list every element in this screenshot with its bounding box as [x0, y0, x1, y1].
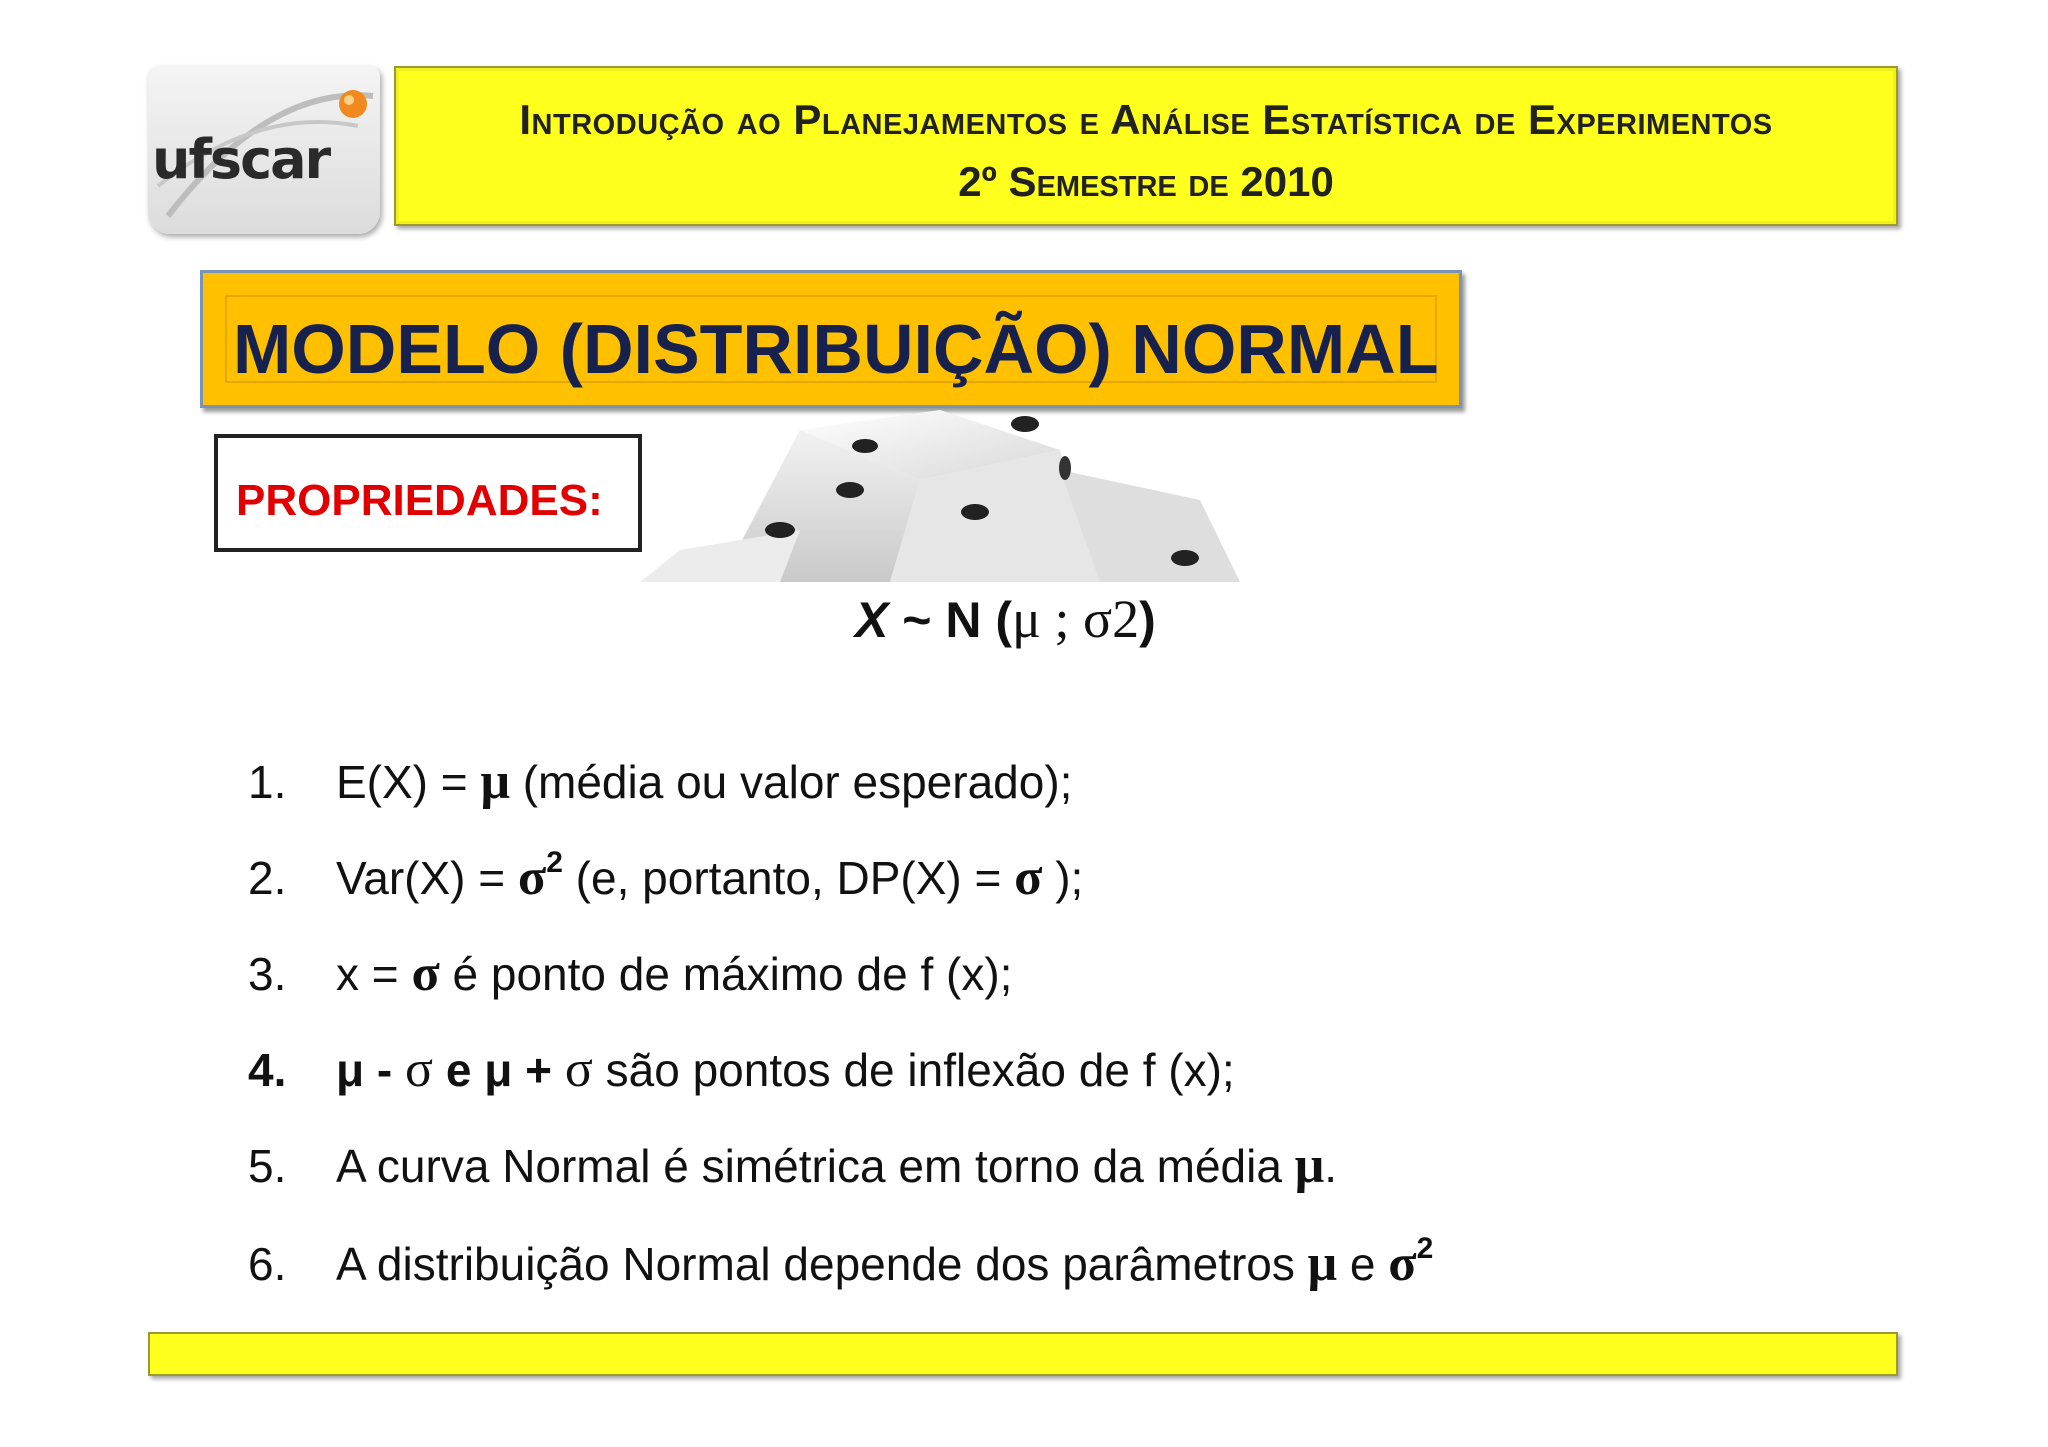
- property-item-1: [248, 752, 1072, 811]
- property-item-2: [248, 848, 1083, 907]
- mu-symbol: μ: [480, 753, 510, 810]
- item-text: );: [1042, 852, 1084, 904]
- properties-label-box: [214, 434, 642, 552]
- item-text: são pontos de inflexão de f (x);: [592, 1044, 1235, 1096]
- slide-title: MODELO (DISTRIBUIÇÃO) NORMAL: [233, 310, 1439, 388]
- item-text: (e, portanto, DP(X) =: [562, 852, 1015, 904]
- property-item-4: [248, 1040, 1235, 1099]
- ufscar-logo: [148, 66, 380, 234]
- formula-mu: μ: [1012, 589, 1041, 649]
- course-header: [394, 66, 1898, 226]
- exponent: 2: [1416, 1232, 1434, 1265]
- item-text: (média ou valor esperado);: [509, 756, 1073, 808]
- item-text: .: [1324, 1140, 1337, 1192]
- footer-bar: [148, 1332, 1898, 1376]
- property-item-3: [248, 944, 1012, 1003]
- item-text: x =: [336, 948, 412, 1000]
- mu-symbol: μ: [1294, 1137, 1325, 1194]
- item-text: e: [433, 1044, 485, 1096]
- normal-notation: [855, 588, 1156, 650]
- mu-symbol: μ: [1307, 1235, 1338, 1292]
- item-number: 5.: [248, 1140, 287, 1192]
- item-number: 4.: [248, 1044, 287, 1096]
- logo-text: ufscar: [152, 128, 330, 191]
- course-title: Introdução ao Planejamentos e Análise Estatística de Experimentos: [519, 96, 1773, 143]
- sigma-symbol: σ: [411, 945, 440, 1002]
- sigma-symbol: σ: [517, 849, 547, 906]
- item-text: μ -: [336, 1044, 406, 1096]
- item-text: +: [512, 1044, 565, 1096]
- sigma-symbol: σ: [1014, 849, 1043, 906]
- item-text: A distribuição Normal depende dos parâmetros: [336, 1238, 1308, 1290]
- item-number: 1.: [248, 756, 287, 808]
- property-item-6: [248, 1234, 1433, 1293]
- property-item-5: [248, 1136, 1337, 1195]
- item-text: A curva Normal é simétrica em torno da média: [336, 1140, 1295, 1192]
- item-text: E(X) =: [336, 756, 481, 808]
- dice-image: [640, 410, 1340, 582]
- mu-symbol: μ: [484, 1044, 513, 1096]
- item-number: 2.: [248, 852, 287, 904]
- item-number: 3.: [248, 948, 287, 1000]
- sigma-symbol: σ: [405, 1041, 434, 1098]
- properties-label: PROPRIEDADES:: [236, 476, 603, 525]
- sigma-symbol: σ: [564, 1041, 593, 1098]
- formula-sep: ;: [1040, 589, 1083, 649]
- item-text: e: [1337, 1238, 1389, 1290]
- formula-tilde: ~ N (: [888, 592, 1012, 648]
- exponent: 2: [546, 846, 563, 879]
- formula-variable: X: [855, 592, 889, 648]
- item-number: 6.: [248, 1238, 287, 1290]
- semester: 2º Semestre de 2010: [958, 158, 1334, 205]
- sigma-symbol: σ: [1388, 1235, 1417, 1292]
- item-text: Var(X) =: [336, 852, 518, 904]
- slide-title-box: [200, 270, 1462, 408]
- formula-sigma2: σ2: [1082, 589, 1140, 649]
- formula-close: ): [1139, 592, 1156, 648]
- item-text: é ponto de máximo de f (x);: [439, 948, 1013, 1000]
